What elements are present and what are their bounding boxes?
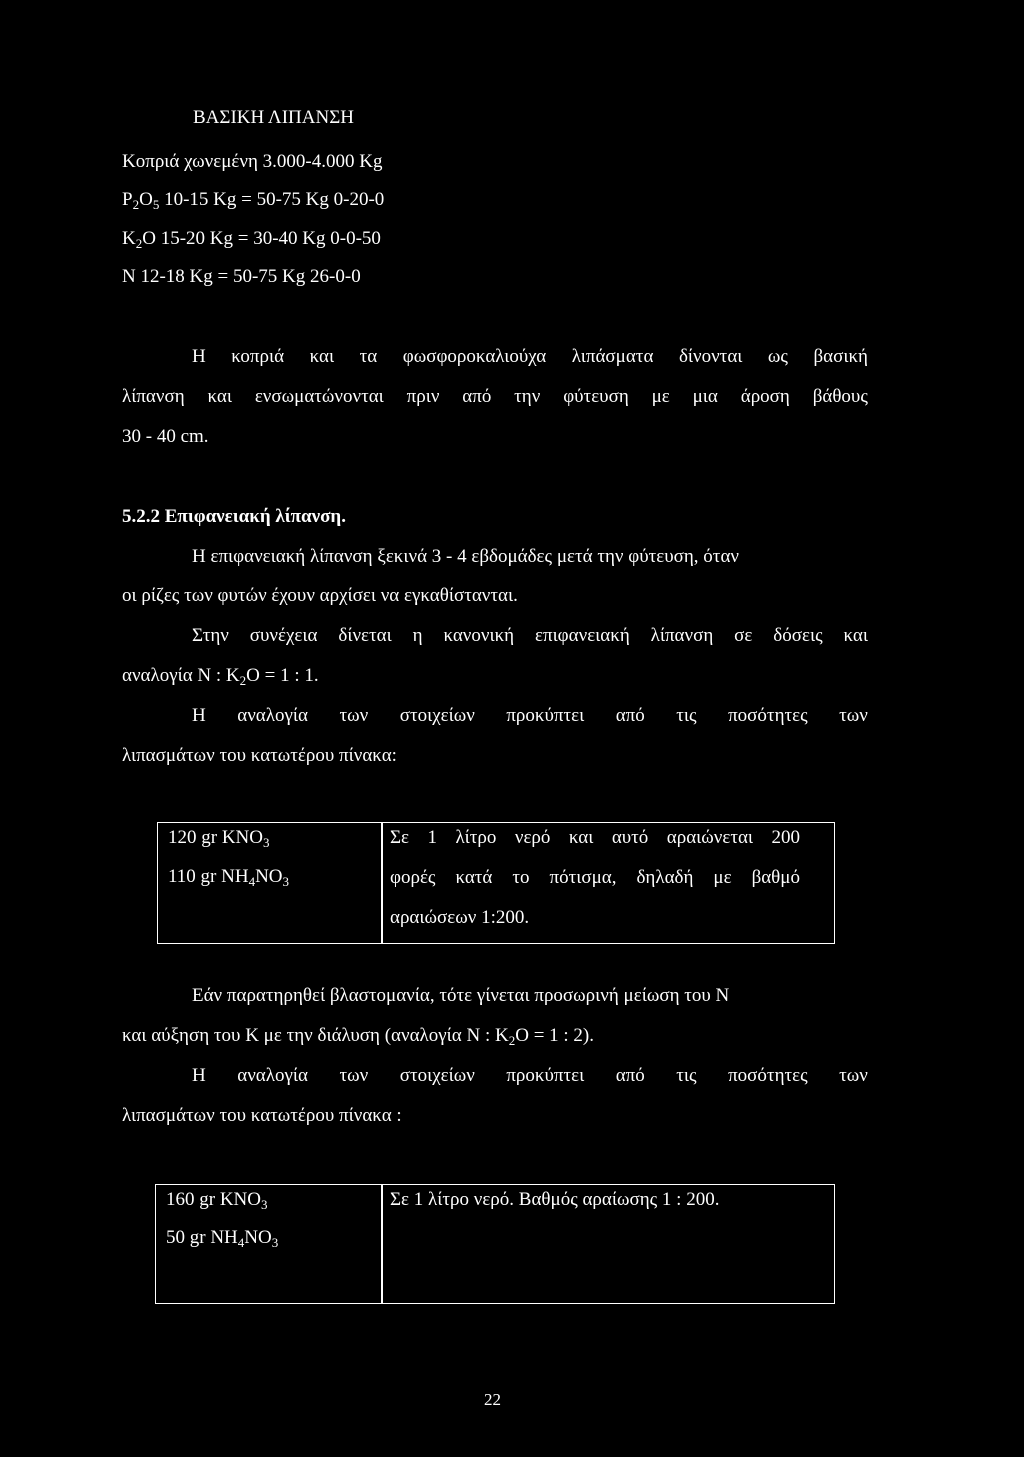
basic-heading: ΒΑΣΙΚΗ ΛΙΠΑΝΣΗ	[193, 107, 354, 128]
after-p1-line-2: και αύξηση του Κ με την διάλυση (αναλογία N : $K_2O = 1$ : 2).	[122, 1025, 595, 1048]
p2o5-line: $P_2O_5$ 10-15 Kg = 50-75 Kg 0-20-0	[122, 189, 385, 212]
basic-paragraph-line-3: 30 - 40 cm.	[122, 426, 209, 447]
table-1-right-line-2: φορές κατά το πότισμα, δηλαδή με βαθμό	[390, 867, 800, 888]
table-1-right-line-3: αραιώσεων 1:200.	[390, 907, 530, 928]
after-p2-line-2: λιπασμάτων του κατωτέρου πίνακα :	[122, 1105, 402, 1126]
basic-paragraph-line-2: λίπανση και ενσωματώνονται πριν από την φύτευση με μια άροση βάθους	[122, 386, 868, 407]
after-p1-line-1: Εάν παρατηρηθεί βλαστομανία, τότε γίνεται προσωρινή μείωση του Ν	[192, 985, 730, 1006]
table-1-divider	[381, 822, 383, 944]
after-p2-line-1: Η αναλογία των στοιχείων προκύπτει από τις ποσότητες των	[192, 1065, 868, 1086]
table-1-kno3: 120 gr $KNO_3$	[168, 827, 270, 850]
n-line: N 12-18 Kg = 50-75 Kg 26-0-0	[122, 266, 361, 287]
table-2-divider	[381, 1184, 383, 1304]
surface-heading: 5.2.2 Επιφανειακή λίπανση.	[122, 506, 346, 527]
k2o-line: $K_2O$ 15-20 Kg = 30-40 Kg 0-0-50	[122, 228, 381, 251]
table-2-kno3: 160 gr $KNO_3$	[166, 1189, 268, 1212]
table-2-right: Σε 1 λίτρο νερό. Βαθμός αραίωσης 1 : 200.	[390, 1189, 720, 1210]
surface-p3-line-2: λιπασμάτων του κατωτέρου πίνακα:	[122, 745, 397, 766]
page-number: 22	[484, 1390, 501, 1409]
surface-p1-line-2: οι ρίζες των φυτών έχουν αρχίσει να εγκαθίστανται.	[122, 585, 518, 606]
manure-line: Κοπριά χωνεμένη 3.000-4.000 Kg	[122, 151, 383, 172]
table-1-nh4no3: 110 gr $NH_4NO_3$	[168, 866, 290, 889]
surface-p1-line-1: Η επιφανειακή λίπανση ξεκινά 3 - 4 εβδομάδες μετά την φύτευση, όταν	[192, 546, 739, 567]
surface-p3-line-1: Η αναλογία των στοιχείων προκύπτει από τις ποσότητες των	[192, 705, 868, 726]
surface-p2-line-2: αναλογία N : $K_2O = 1$ : 1.	[122, 665, 319, 688]
basic-paragraph-line-1: Η κοπριά και τα φωσφοροκαλιούχα λιπάσματα δίνονται ως βασική	[192, 346, 868, 367]
table-1-right-line-1: Σε 1 λίτρο νερό και αυτό αραιώνεται 200	[390, 827, 800, 848]
surface-p2-line-1: Στην συνέχεια δίνεται η κανονική επιφανειακή λίπανση σε δόσεις και	[192, 625, 868, 646]
table-2-nh4no3: 50 gr $NH_4NO_3$	[166, 1227, 279, 1250]
